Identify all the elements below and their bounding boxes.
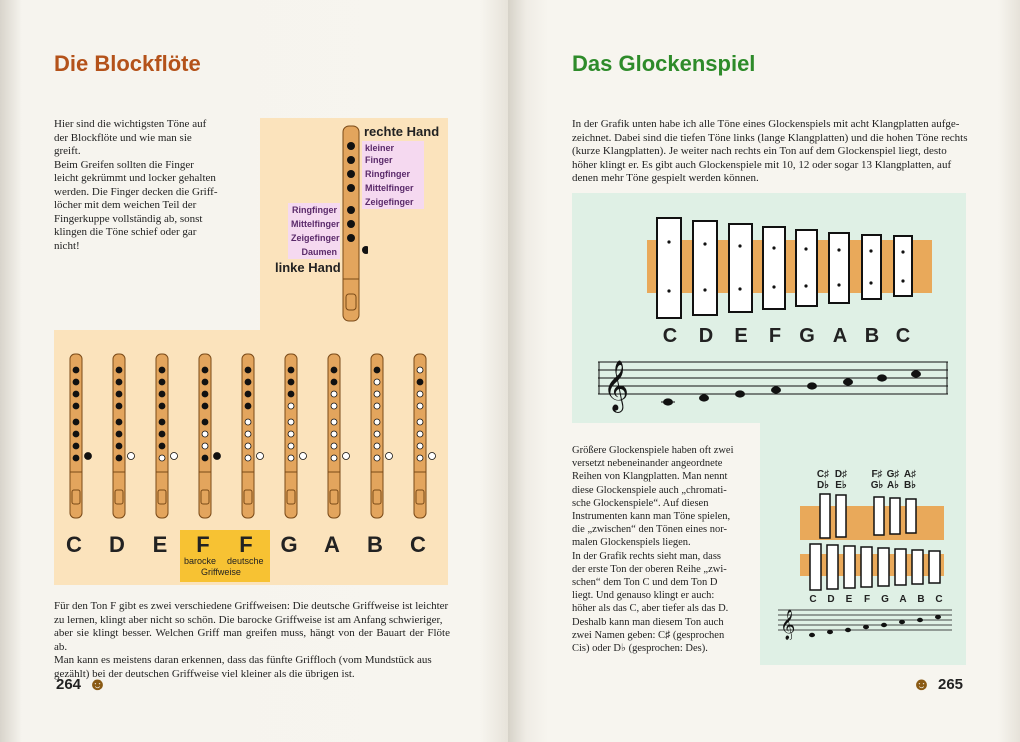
- text-line: Beim Greifen sollten die Finger: [54, 158, 194, 171]
- flat-label: A♭: [887, 480, 899, 491]
- left-page: [0, 0, 508, 742]
- note-label: F: [863, 594, 871, 605]
- text-line: sche Glockenspiele“. Auf diesen: [572, 497, 709, 509]
- small-recorder: [68, 352, 92, 522]
- small-recorder: [412, 352, 436, 522]
- note-label: B: [367, 532, 383, 557]
- text-line: liegt. Und genauso klingt er auch:: [572, 590, 715, 602]
- note-label: C: [935, 594, 943, 605]
- left-hand-labels: [288, 203, 340, 259]
- sharp-label: F♯: [871, 469, 883, 480]
- finger-label: Zeigefinger: [362, 195, 424, 209]
- finger-label: Ringfinger: [362, 167, 424, 181]
- baroque-label: barocke: [184, 556, 217, 566]
- text-line: Fingerkuppe vollständig ab, sonst: [54, 212, 203, 225]
- note-label: A: [899, 594, 907, 605]
- small-recorder: [240, 352, 264, 522]
- text-line: denen mehr Töne gespielt werden können.: [572, 172, 759, 184]
- text-line: Hier sind die wichtigsten Töne auf: [54, 118, 207, 130]
- flute-outro-text: [54, 600, 450, 681]
- note-label: A: [832, 325, 848, 347]
- right-hand-title: rechte Hand: [364, 124, 440, 139]
- note-label: A: [324, 532, 340, 557]
- flat-label: B♭: [904, 480, 916, 491]
- mascot-icon: ☻: [88, 674, 107, 694]
- right-page: [508, 0, 1020, 742]
- text-line: leicht gekrümmt und locker gehalten: [54, 172, 216, 184]
- text-line: zeichnet. Dabei sind die tiefen Töne links (lange Klangplatten) und die hohen Töne rechts: [572, 131, 968, 144]
- right-page-title: Das Glockenspiel: [572, 51, 756, 76]
- text-line: Für den Ton F gibt es zwei verschiedene Griffweisen: Die deutsche Griffweise ist leichter: [54, 600, 449, 612]
- note-label: E: [152, 532, 168, 557]
- flute-intro-text: [54, 118, 218, 253]
- left-hand-title: linke Hand: [275, 260, 341, 275]
- sharp-label: G♯: [886, 469, 900, 480]
- text-line: (kurze Klangplatten). Je weiter nach rechts ein Ton auf dem Glockenspiel liegt, desto: [572, 145, 947, 157]
- note-label: C: [895, 325, 911, 347]
- note-label: G: [881, 594, 889, 605]
- note-label: E: [845, 594, 853, 605]
- small-recorder: [154, 352, 178, 522]
- note-label: C: [809, 594, 817, 605]
- small-music-staff: [778, 606, 954, 640]
- chromatic-text: [572, 444, 750, 655]
- text-line: Cis) oder D♭ (gesprochen: Des).: [572, 643, 708, 655]
- text-line: schen“ dem Ton C und dem Ton D: [572, 577, 718, 589]
- text-line: zwei Namen geben: C♯ (gesprochen: [572, 629, 725, 641]
- german-label: deutsche: [227, 556, 264, 566]
- note-label: B: [917, 594, 925, 605]
- text-line: Größere Glockenspiele haben oft zwei: [572, 445, 734, 456]
- note-label: D: [109, 532, 125, 557]
- chromatic-glockenspiel: [798, 492, 948, 592]
- svg-text:𝄞: 𝄞: [603, 360, 630, 411]
- text-line: werden. Die Finger decken die Griff-: [54, 185, 218, 198]
- text-line: versetzt nebeneinander angeordnete: [572, 458, 723, 470]
- finger-label: Ringfinger: [288, 203, 340, 217]
- text-line: Deshalb kann man diesem Ton auch: [572, 616, 724, 628]
- text-line: aber sie klingt besser. Welchen Griff man greifen muss, hängt von der Bauart der Flöte ab.: [54, 627, 450, 653]
- text-line: Man kann es meistens daran erkennen, dass das fünfte Griffloch (vom Mundstück aus: [54, 654, 432, 666]
- text-line: greift.: [54, 145, 81, 157]
- small-recorder: [111, 352, 135, 522]
- flat-label: D♭: [817, 480, 829, 491]
- flat-label: G♭: [870, 480, 884, 491]
- flat-label: E♭: [835, 480, 847, 491]
- sharp-label: A♯: [903, 469, 917, 480]
- note-label: C: [410, 532, 426, 557]
- text-line: höher als das C, aber tiefer als das D.: [572, 603, 729, 615]
- sharp-label: D♯: [834, 469, 848, 480]
- text-line: der erste Ton der oberen Reihe „zwi-: [572, 563, 727, 575]
- small-recorder: [326, 352, 350, 522]
- right-hand-labels: [362, 141, 424, 209]
- left-page-title: Die Blockflöte: [54, 51, 201, 76]
- glockenspiel-intro-text: [572, 118, 968, 186]
- note-label: F: [239, 532, 253, 557]
- small-recorder: [283, 352, 307, 522]
- text-line: Instrumenten kann man Töne spielen,: [572, 511, 731, 523]
- note-label: F: [768, 325, 782, 347]
- note-label: D: [827, 594, 835, 605]
- page-number: 265: [938, 676, 964, 693]
- note-label: C: [66, 532, 82, 557]
- grip-label: Griffweise: [201, 567, 241, 577]
- finger-label: kleiner Finger: [362, 141, 424, 167]
- text-line: gezählt) bei der deutschen Griffweise viel kleiner als die übrigen ist.: [54, 667, 355, 680]
- sharp-label: C♯: [816, 469, 830, 480]
- note-label: C: [662, 325, 678, 347]
- finger-label: Mittelfinger: [362, 181, 424, 195]
- finger-label: Zeigefinger: [288, 231, 340, 245]
- text-line: klingen die Töne schief oder gar: [54, 226, 197, 238]
- finger-label: Daumen: [288, 245, 340, 259]
- text-line: In der Grafik unten habe ich alle Töne eines Glockenspiels mit acht Klangplatten aufge-: [572, 118, 960, 130]
- note-label: E: [734, 325, 748, 347]
- music-staff: [598, 356, 950, 418]
- text-line: nicht!: [54, 239, 80, 252]
- note-label: G: [280, 532, 298, 557]
- finger-label: Mittelfinger: [288, 217, 340, 231]
- note-label: B: [864, 325, 880, 347]
- mascot-icon: ☻: [912, 674, 931, 694]
- text-line: diese Glockenspiele auch „chromati-: [572, 484, 727, 496]
- svg-text:𝄞: 𝄞: [780, 610, 796, 640]
- note-label: F: [196, 532, 210, 557]
- page-number: 264: [56, 676, 82, 693]
- text-line: der Blockflöte und wie man sie: [54, 131, 192, 144]
- small-recorder: [369, 352, 393, 522]
- small-recorder: [197, 352, 221, 522]
- text-line: zu lernen, klingt aber nicht so schön. Die barocke Griffweise ist am Anfang schwieriger,: [54, 613, 443, 626]
- text-line: die „zwischen“ den Tönen eines nor-: [572, 524, 727, 536]
- text-line: malen Glockenspiels liegen.: [572, 537, 691, 549]
- text-line: In der Grafik rechts sieht man, dass: [572, 550, 721, 562]
- text-line: löcher mit dem weichen Teil der: [54, 199, 197, 211]
- text-line: höher klingt er. Es gibt auch Glockenspiele mit 10, 12 oder sogar 13 Klangplatten, auf: [572, 158, 952, 171]
- text-line: Reihen von Klangplatten. Man nennt: [572, 471, 728, 483]
- note-label: G: [799, 325, 815, 347]
- note-label: D: [698, 325, 714, 347]
